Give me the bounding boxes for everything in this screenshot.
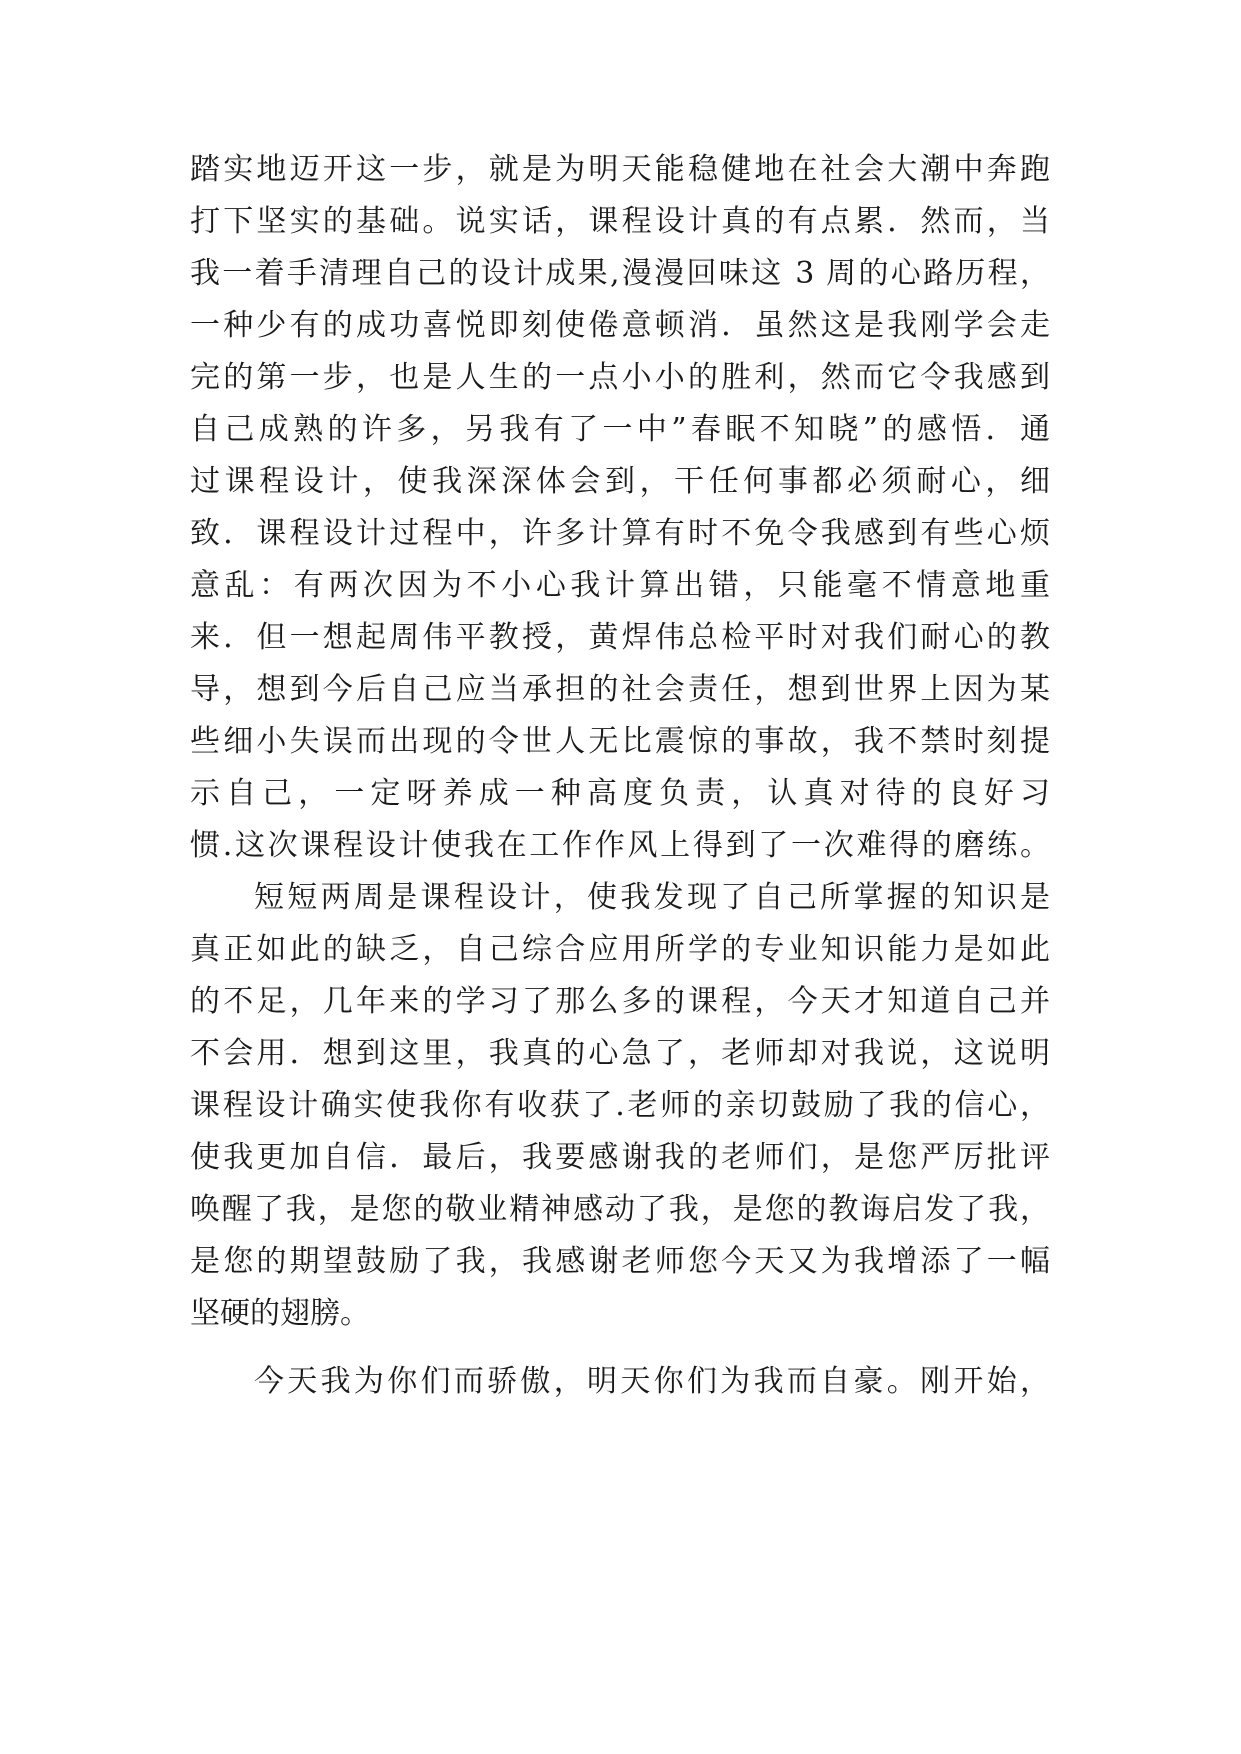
paragraph-first-line: 今天我为你们而骄傲，明天你们为我而自豪。刚开始， (254, 1364, 1050, 1399)
text-line: 导，想到今后自己应当承担的社会责任，想到世界上因为某 (190, 672, 1050, 707)
text-line: 是您的期望鼓励了我，我感谢老师您今天又为我增添了一幅 (190, 1244, 1050, 1279)
text-line: 示自己，一定呀养成一种高度负责，认真对待的良好习 (190, 776, 1050, 811)
paragraph-last-line: 坚硬的翅膀。 (190, 1296, 370, 1331)
text-line: 唤醒了我，是您的敬业精神感动了我，是您的教诲启发了我， (190, 1192, 1050, 1227)
text-line: 过课程设计，使我深深体会到，干任何事都必须耐心，细 (190, 464, 1050, 499)
text-line: 自己成熟的许多，另我有了一中”春眠不知晓”的感悟．通 (190, 412, 1050, 447)
text-line: 打下坚实的基础。说实话，课程设计真的有点累．然而，当 (190, 204, 1050, 239)
text-line: 课程设计确实使我你有收获了.老师的亲切鼓励了我的信心， (190, 1088, 1050, 1123)
text-line: 的不足，几年来的学习了那么多的课程，今天才知道自己并 (190, 984, 1050, 1019)
text-line: 完的第一步，也是人生的一点小小的胜利，然而它令我感到 (190, 360, 1050, 395)
text-line: 不会用．想到这里，我真的心急了，老师却对我说，这说明 (190, 1036, 1050, 1071)
paragraph-first-line: 短短两周是课程设计，使我发现了自己所掌握的知识是 (254, 880, 1050, 915)
text-line: 一种少有的成功喜悦即刻使倦意顿消．虽然这是我刚学会走 (190, 308, 1050, 343)
text-line: 来．但一想起周伟平教授，黄焊伟总检平时对我们耐心的教 (190, 620, 1050, 655)
text-line: 我一着手清理自己的设计成果,漫漫回味这 3 周的心路历程， (190, 256, 1050, 291)
text-line: 些细小失误而出现的令世人无比震惊的事故，我不禁时刻提 (190, 724, 1050, 759)
text-line: 踏实地迈开这一步，就是为明天能稳健地在社会大潮中奔跑 (190, 152, 1050, 187)
text-line: 致．课程设计过程中，许多计算有时不免令我感到有些心烦 (190, 516, 1050, 551)
text-line: 使我更加自信．最后，我要感谢我的老师们，是您严厉批评 (190, 1140, 1050, 1175)
text-line: 惯.这次课程设计使我在工作作风上得到了一次难得的磨练。 (190, 828, 1050, 863)
text-line: 真正如此的缺乏，自己综合应用所学的专业知识能力是如此 (190, 932, 1050, 967)
text-line: 意乱：有两次因为不小心我计算出错，只能毫不情意地重 (190, 568, 1050, 603)
